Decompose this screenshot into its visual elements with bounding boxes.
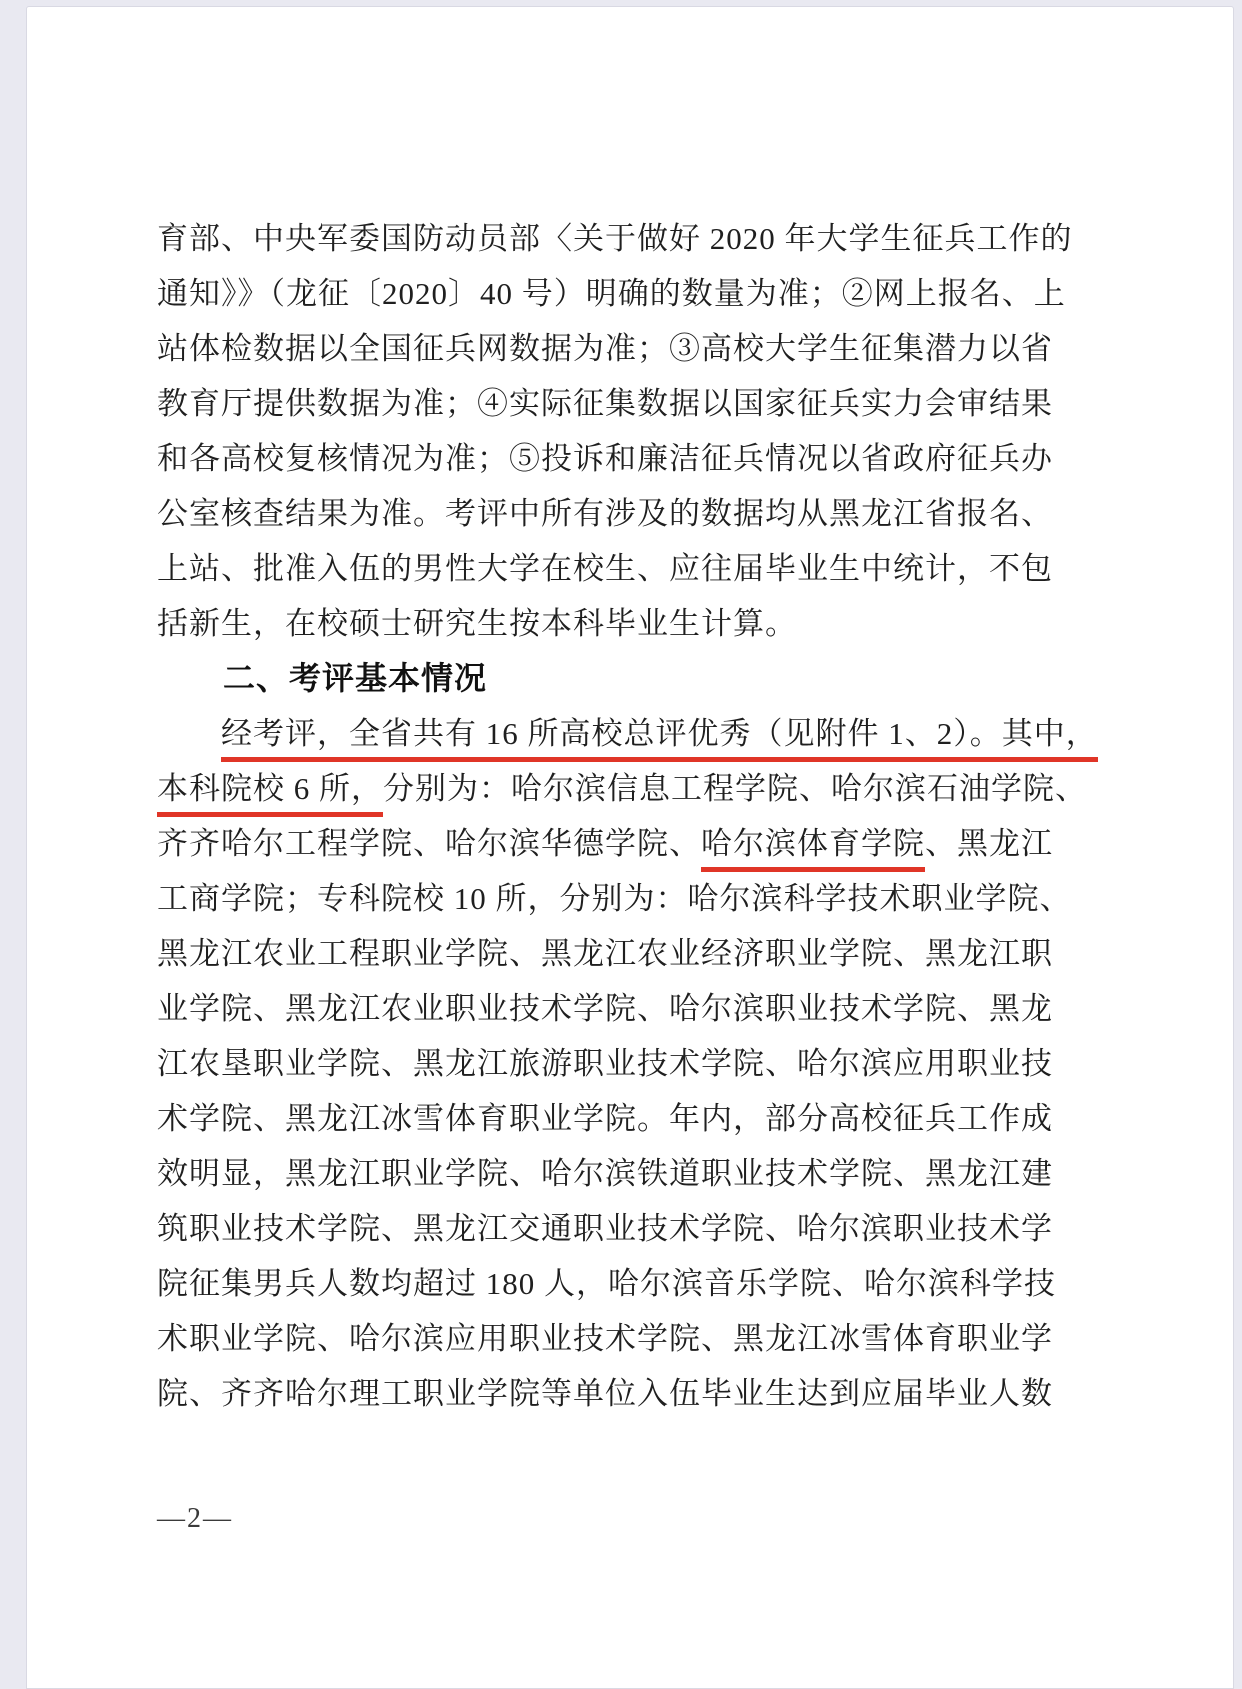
text-segment: 育部、中央军委国防动员部〈关于做好 2020 年大学生征兵工作的 [157, 221, 1073, 256]
text-segment: 筑职业技术学院、黑龙江交通职业技术学院、哈尔滨职业技术学 [157, 1211, 1053, 1246]
text-segment: 院、齐齐哈尔理工职业学院等单位入伍毕业生达到应届毕业人数 [157, 1376, 1053, 1411]
text-segment: 上站、批准入伍的男性大学在校生、应往届毕业生中统计，不包 [157, 551, 1053, 586]
page-number: —2— [157, 1503, 233, 1534]
text-line [157, 1201, 1053, 1256]
text-line [157, 926, 1053, 981]
text-line [157, 1146, 1053, 1201]
text-line [157, 321, 1053, 376]
text-segment: 和各高校复核情况为准；⑤投诉和廉洁征兵情况以省政府征兵办 [157, 441, 1053, 476]
text-segment: 业学院、黑龙江农业职业技术学院、哈尔滨职业技术学院、黑龙 [157, 991, 1053, 1026]
text-line [157, 1311, 1053, 1366]
text-line [157, 1036, 1053, 1091]
text-line [157, 266, 1066, 321]
paragraph-1 [157, 211, 1073, 651]
text-line [157, 1366, 1053, 1421]
text-segment: 分别为：哈尔滨信息工程学院、哈尔滨石油学院、 [383, 771, 1087, 806]
text-line [157, 706, 1098, 761]
text-line [157, 596, 1047, 651]
red-underlined-text: 经考评，全省共有 16 所高校总评优秀（见附件 1、2）。其中， [221, 716, 1098, 762]
text-segment: 术学院、黑龙江冰雪体育职业学院。年内，部分高校征兵工作成 [157, 1101, 1053, 1136]
text-segment: 教育厅提供数据为准；④实际征集数据以国家征兵实力会审结果 [157, 386, 1053, 421]
text-segment: 站体检数据以全国征兵网数据为准；③高校大学生征集潜力以省 [157, 331, 1053, 366]
text-segment: 术职业学院、哈尔滨应用职业技术学院、黑龙江冰雪体育职业学 [157, 1321, 1053, 1356]
text-line [157, 541, 1053, 596]
red-underlined-text: 哈尔滨体育学院 [701, 826, 925, 872]
text-line [157, 486, 1053, 541]
text-segment: 院征集男兵人数均超过 180 人，哈尔滨音乐学院、哈尔滨科学技 [157, 1266, 1056, 1301]
text-segment: 、黑龙江 [925, 826, 1053, 861]
paragraph-2 [157, 706, 1098, 1421]
text-segment: 黑龙江农业工程职业学院、黑龙江农业经济职业学院、黑龙江职 [157, 936, 1053, 971]
text-line [157, 871, 1072, 926]
text-segment: 通知》》（龙征〔2020〕40 号）明确的数量为准；②网上报名、上 [157, 276, 1066, 311]
text-line [157, 981, 1053, 1036]
text-line [157, 1256, 1056, 1311]
text-line [157, 1091, 1053, 1146]
section-heading: 二、考评基本情况 [223, 660, 488, 696]
document-page [26, 6, 1234, 1689]
text-line [157, 211, 1073, 266]
text-segment: 齐齐哈尔工程学院、哈尔滨华德学院、 [157, 826, 701, 861]
text-line [157, 761, 1087, 816]
text-segment: 效明显，黑龙江职业学院、哈尔滨铁道职业技术学院、黑龙江建 [157, 1156, 1053, 1191]
text-line [157, 431, 1053, 486]
text-segment: 江农垦职业学院、黑龙江旅游职业技术学院、哈尔滨应用职业技 [157, 1046, 1053, 1081]
red-underlined-text: 本科院校 6 所， [157, 771, 383, 817]
text-segment: 公室核查结果为准。考评中所有涉及的数据均从黑龙江省报名、 [157, 496, 1053, 531]
text-segment: 括新生，在校硕士研究生按本科毕业生计算。 [157, 606, 797, 641]
document-content [157, 211, 1098, 1421]
text-line [157, 816, 1053, 871]
text-segment: 工商学院；专科院校 10 所，分别为：哈尔滨科学技术职业学院、 [157, 881, 1072, 916]
text-line [157, 376, 1053, 431]
